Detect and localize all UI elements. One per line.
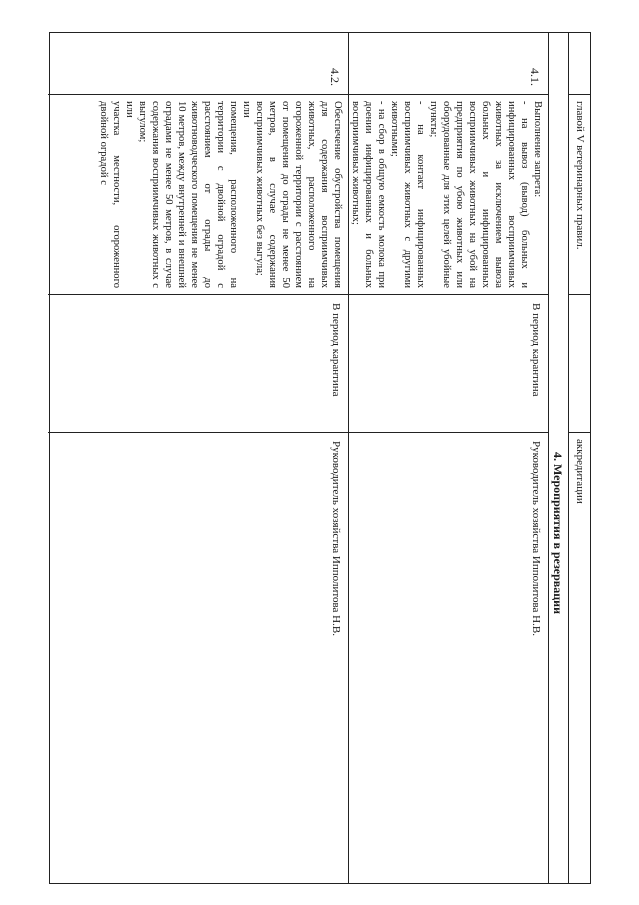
row-responsible: Руководитель хозяйства Ипполитова Н.В. [330,441,342,636]
table-row [348,33,548,883]
top-row-text-cell [569,95,590,295]
row-responsible: Руководитель хозяйства Ипполитова Н.В. [530,441,542,636]
text-line: помещения, расположенного на территории с двойной оградой с расстоянием от ограды до животноводческого помещения не менее 10 метров, между внутренней и внешней оградами не менее 50 метров, в случае содержания восприимчивых животных с выгулом; [137,101,239,288]
text-line: - на сбор в общую емкость молока при доении инфицированных и больных восприимчивых животных; [350,101,387,288]
text-line: Выполнение запрета: [532,101,543,198]
top-row-num-cell [569,33,590,95]
text-line: Обеспечение обустройства помещения для содержания восприимчивых животных, расположенного на огороженной территории с расстоянием от помещения до ограды не менее 50 метров, в случае содержания восприимчивых животных без выгула; [254,101,343,288]
text-line: или [124,101,135,118]
table-top-row [568,33,590,883]
text-line: - на вывоз (вывод) больных и инфицированных восприимчивых животных за исключением вывоза больных и инфицированных восприимчивых животных на убой на предприятия по убою животных или оборудованные для этих целей убойные пункты; [428,101,530,288]
row-measure-text [349,95,548,295]
text-line: или [241,101,252,118]
section-title: 4. Мероприятия в резервации [551,452,565,614]
measures-table [49,32,591,884]
section-header-row [548,33,568,883]
table-row [48,33,348,883]
top-row-left-text: главой V ветеринарных правил. [574,101,586,250]
row-term: В период карантина [349,295,548,433]
top-row-right-text: аккредитации [574,439,586,504]
row-number: 4.2. [48,33,348,95]
top-row-resp-cell [569,433,590,885]
text-line: участка местности, огороженного двойной оградой с [98,101,122,288]
top-row-term-cell [569,295,590,433]
text-line: - на контакт инфицированных восприимчивых животных с другими животными; [389,101,426,288]
row-measure-text [48,95,348,295]
row-number: 4.1. [349,33,548,95]
row-term: В период карантина [48,295,348,433]
